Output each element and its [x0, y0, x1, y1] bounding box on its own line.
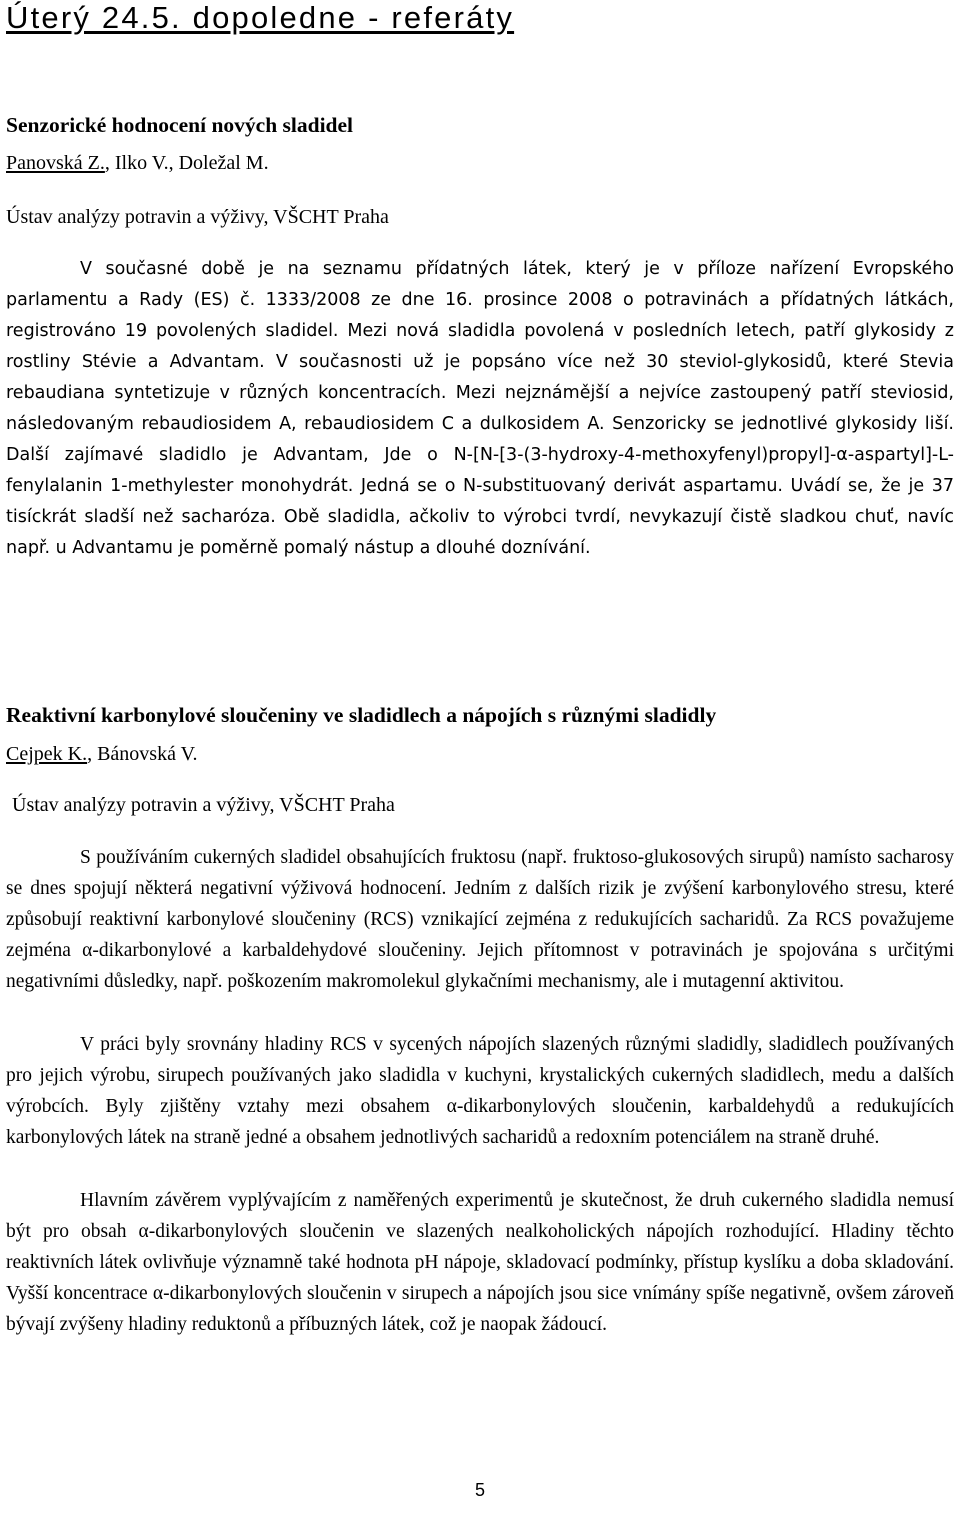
paper2-paragraph-2-text: V práci byly srovnány hladiny RCS v sycených nápojích slazených různými sladidly, sladidlech používaných pro jejich výrobu, sirupech používaných jako sladidla v kuchyni, krystalických cukerných sladidlech, medu a dalších výrobcích. Byly zjištěny vztahy mezi obsahem α-dikarbonylových sloučenin, karbaldehydů a redukujících karbonylových látek na straně jedné a obsahem jednotlivých sacharidů a redoxním potenciálem na straně druhé. — [6, 1034, 954, 1148]
session-heading: Úterý 24.5. dopoledne - referáty — [6, 0, 515, 35]
paper1-coauthors: , Ilko V., Doležal M. — [104, 152, 269, 174]
paper2-paragraph-1 — [6, 842, 954, 997]
paper2-affiliation: Ústav analýzy potravin a výživy, VŠCHT Praha — [12, 794, 395, 816]
paper1-title: Senzorické hodnocení nových sladidel — [6, 113, 354, 137]
paper1-presenting-author: Panovská Z. — [6, 152, 105, 174]
paper2-paragraph-3-text: Hlavním závěrem vyplývajícím z naměřených experimentů je skutečnost, že druh cukerného sladidla nemusí být pro obsah α-dikarbonylových sloučenin ve slazených nealkoholických nápojích rozhodující. Hladiny těchto reaktivních látek ovlivňuje významně také hodnota pH nápoje, skladovací podmínky, přístup kyslíku a doba skladování. Vyšší koncentrace α-dikarbonylových sloučenin v sirupech a nápojích jsou sice vnímány spíše negativně, ovšem zároveň bývají zvýšeny hladiny reduktonů a příbuzných látek, což je naopak žádoucí. — [6, 1190, 954, 1335]
paper2-presenting-author: Cejpek K. — [6, 743, 88, 765]
paper2-paragraph-2 — [6, 1029, 954, 1153]
paper2-coauthors: , Bánovská V. — [87, 743, 198, 765]
paper2-paragraph-1-text: S používáním cukerných sladidel obsahujících fruktosu (např. fruktoso-glukosových sirupů) namísto sacharosy se dnes spojují některá negativní výživová hodnocení. Jedním z dalších rizik je zvýšení karbonylového stresu, které způsobují reaktivní karbonylové sloučeniny (RCS) vznikající zejména z redukujících sacharidů. Za RCS považujeme zejména α-dikarbonylové a karbaldehydové sloučeniny. Jejich přítomnost v potravinách je spojována s určitými negativními důsledky, např. poškozením makromolekul glykačními mechanismy, ale i mutagenní aktivitou. — [6, 847, 954, 992]
paper1-abstract — [6, 254, 954, 564]
paper1-authors — [6, 152, 269, 175]
page-number: 5 — [474, 1480, 485, 1500]
paper1-affiliation: Ústav analýzy potravin a výživy, VŠCHT Praha — [6, 206, 389, 228]
paper2-paragraph-3 — [6, 1185, 954, 1340]
paper2-title: Reaktivní karbonylové sloučeniny ve sladidlech a nápojích s různými sladidly — [6, 703, 717, 727]
paper2-authors — [6, 743, 197, 766]
paper1-abstract-text: V současné době je na seznamu přídatných látek, který je v příloze nařízení Evropského parlamentu a Rady (ES) č. 1333/2008 ze dne 16. prosince 2008 o potravinách a přídatných látkách, registrováno 19 povolených sladidel. Mezi nová sladidla povolená v posledních letech, patří glykosidy z rostliny Stévie a Advantam. V současnosti už je popsáno více než 30 steviol-glykosidů, které Stevia rebaudiana syntetizuje v různých koncentracích. Mezi nejznámější a nejvíce zastoupený patří steviosid, následovaným rebaudiosidem A, rebaudiosidem C a dulkosidem A. Senzoricky se jednotlivé glykosidy liší. Další zajímavé sladidlo je Advantam, Jde o N-[N-[3-(3-hydroxy-4-methoxyfenyl)propyl]-α-aspartyl]-L-fenylalanin 1-methylester monohydrát. Jedná se o N-substituovaný derivát aspartamu. Uvádí se, že je 37 tisíckrát sladší než sacharóza. Obě sladidla, ačkoliv to výrobci tvrdí, nevykazují čistě sladkou chuť, navíc např. u Advantamu je poměrně pomalý nástup a dlouhé doznívání. — [6, 259, 954, 558]
